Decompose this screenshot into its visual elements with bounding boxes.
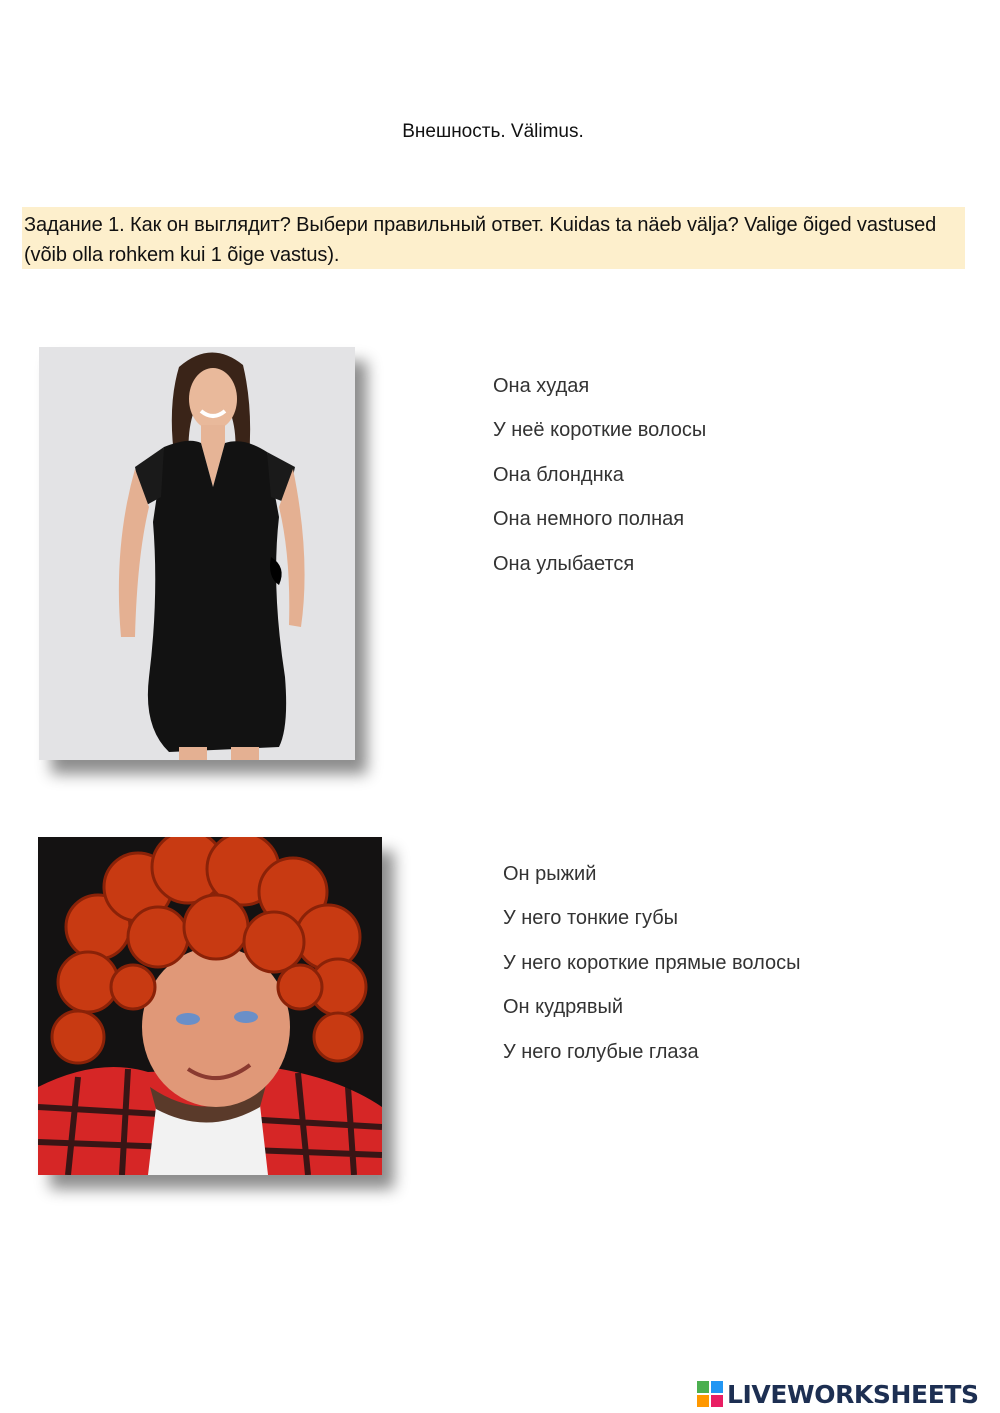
photo-man-curly-red-hair	[38, 837, 382, 1175]
option-item[interactable]: Он кудрявый	[503, 996, 624, 1019]
option-item[interactable]: У него короткие прямые волосы	[503, 951, 801, 974]
page-title: Внешность. Välimus.	[402, 121, 584, 142]
task-instruction: Задание 1. Как он выглядит? Выбери правильный ответ. Kuidas ta näeb välja? Valige õiged vastused (võib olla rohkem kui 1 õige vastus).	[22, 207, 965, 269]
photo-woman-black-dress	[39, 347, 355, 760]
options-list-2	[503, 862, 800, 1084]
liveworksheets-logo-icon	[697, 1381, 723, 1407]
option-item[interactable]: У него тонкие губы	[503, 907, 679, 930]
option-item[interactable]: У неё короткие волосы	[493, 419, 707, 442]
brand-name: LIVEWORKSHEETS	[727, 1379, 979, 1409]
option-item[interactable]: Она блонднка	[493, 463, 624, 486]
option-item[interactable]: У него голубые глаза	[503, 1040, 699, 1063]
option-item[interactable]: Он рыжий	[503, 863, 597, 885]
liveworksheets-brand	[697, 1379, 979, 1409]
option-item[interactable]: Она улыбается	[493, 552, 635, 575]
option-item[interactable]: Она худая	[493, 375, 590, 397]
options-list-1	[493, 374, 706, 596]
option-item[interactable]: Она немного полная	[493, 508, 685, 531]
